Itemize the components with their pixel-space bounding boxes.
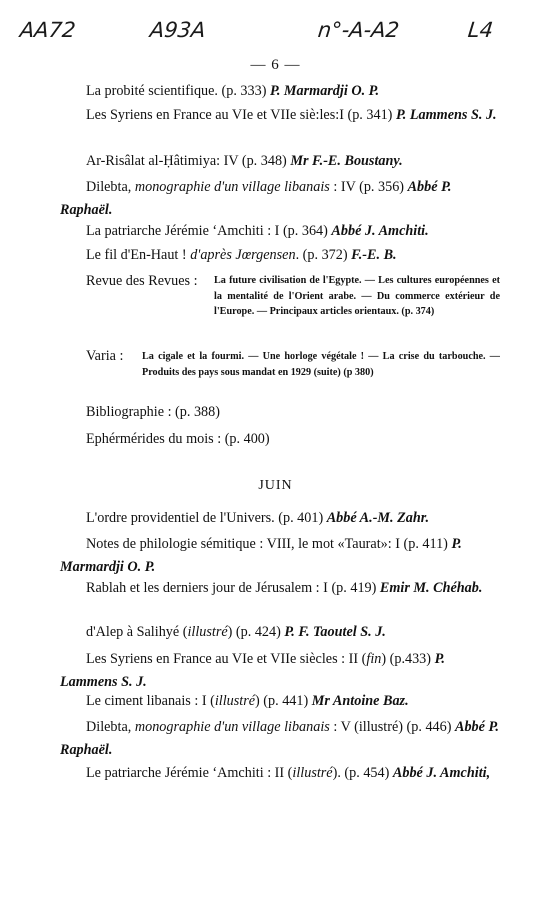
- entry-title: Rablah et les derniers jour de Jérusalem : I (p. 419): [86, 580, 380, 596]
- entry-author: Abbé P. Raphaël.: [60, 719, 499, 758]
- entry-title: Ar-Risâlat al-Ḥâtimiya: IV (p. 348): [86, 153, 291, 169]
- entry-subtitle: monographie d'un village libanais: [134, 719, 330, 735]
- entry-author: Abbé J. Amchiti,: [392, 765, 491, 781]
- entry-author: P. Marmardji O. P.: [60, 536, 462, 575]
- juin-entry: [60, 533, 500, 579]
- varia-label: Varia :: [86, 348, 124, 364]
- top-entry: [60, 150, 500, 173]
- entry-title: Dilebta,: [86, 719, 135, 735]
- entry-title: Dilebta,: [86, 179, 135, 195]
- entry-subtitle: monographie d'un village libanais: [134, 179, 330, 195]
- entry-page: ) (p. 441): [255, 693, 312, 709]
- revue-label: Revue des Revues :: [86, 273, 198, 289]
- page-number: — 6 —: [250, 57, 301, 73]
- entry-title: Le patriarche Jérémie ‘Amchiti : II (: [86, 765, 293, 781]
- entry-title: L'ordre providentiel de l'Univers. (p. 401): [86, 510, 327, 526]
- juin-entry: [60, 648, 500, 694]
- entry-title: Les Syriens en France au VIe et VIIe siècles : II (: [86, 651, 367, 667]
- varia-text: La cigale et la fourmi. — Une horloge végétale ! — La crise du tarbouche. — Produits des pays sous mandat en 1929 (suite) (p 380): [142, 351, 500, 378]
- handwritten-note-4: L4: [466, 18, 495, 42]
- entry-page: : IV (p. 356): [329, 179, 408, 195]
- entry-author: Mr Antoine Baz.: [311, 693, 409, 709]
- entry-author: Emir M. Chéhab.: [379, 580, 483, 596]
- entry-author: Abbé J. Amchiti.: [331, 223, 429, 239]
- entry-title: Notes de philologie sémitique : VIII, le mot «Taurat»: I (p. 411): [86, 536, 452, 552]
- entry-title: Le fil d'En-Haut !: [86, 247, 191, 263]
- entry-title: Les Syriens en France au VIe et VIIe siè:les:I (p. 341): [86, 107, 396, 123]
- juin-entry: [60, 716, 500, 762]
- entry-author: Abbé A.-M. Zahr.: [326, 510, 430, 526]
- entry-author: P. Lammens S. J.: [395, 107, 497, 123]
- handwritten-note-2: A93A: [148, 18, 207, 42]
- entry-page: ). (p. 454): [332, 765, 393, 781]
- entry-title: d'Alep à Salihyé (: [86, 624, 188, 640]
- juin-entry: [60, 690, 500, 713]
- bibliographie: Bibliographie : (p. 388): [86, 404, 220, 420]
- entry-author: P. F. Taoutel S. J.: [284, 624, 386, 640]
- revue-text: La future civilisation de l'Egypte. — Les cultures européennes et la mentalité de l'Orient arabe. — Du commerce extérieur de l'Europe. — Principaux articles orientaux. (p. 374): [214, 275, 500, 317]
- entry-page: ) (p. 424): [227, 624, 285, 640]
- entry-subtitle: fin: [366, 651, 382, 667]
- handwritten-note-1: AA72: [18, 18, 77, 42]
- top-entry: [60, 80, 500, 103]
- entry-subtitle: d'après Jœrgensen: [190, 247, 296, 263]
- top-entry: [60, 220, 500, 243]
- entry-author: P. Marmardji O. P.: [270, 83, 380, 99]
- entry-page: : V (illustré) (p. 446): [329, 719, 455, 735]
- section-title: JUIN: [258, 478, 293, 493]
- entry-subtitle: illustré: [214, 693, 256, 709]
- handwritten-note-3: n°-A-A2: [316, 18, 401, 42]
- juin-entry: [60, 577, 500, 600]
- entry-title: La patriarche Jérémie ‘Amchiti : I (p. 364): [86, 223, 332, 239]
- top-entry: [60, 176, 500, 222]
- juin-entry: [60, 762, 500, 785]
- entry-subtitle: illustré: [292, 765, 333, 781]
- entry-page: . (p. 372): [295, 247, 352, 263]
- juin-entry: [60, 507, 500, 530]
- entry-page: ) (p.433): [381, 651, 435, 667]
- entry-author: F.-E. B.: [351, 247, 397, 263]
- top-entry: [60, 244, 500, 267]
- juin-entry: [60, 621, 500, 644]
- top-entry: [60, 104, 500, 127]
- entry-title: Le ciment libanais : I (: [86, 693, 215, 709]
- ephemerides: Ephérmérides du mois : (p. 400): [86, 431, 270, 447]
- entry-author: P. Lammens S. J.: [60, 651, 445, 690]
- entry-subtitle: illustré: [187, 624, 228, 640]
- entry-author: Mr F.-E. Boustany.: [290, 153, 403, 169]
- entry-title: La probité scientifique. (p. 333): [86, 83, 270, 99]
- entry-author: Abbé P. Raphaël.: [60, 179, 452, 218]
